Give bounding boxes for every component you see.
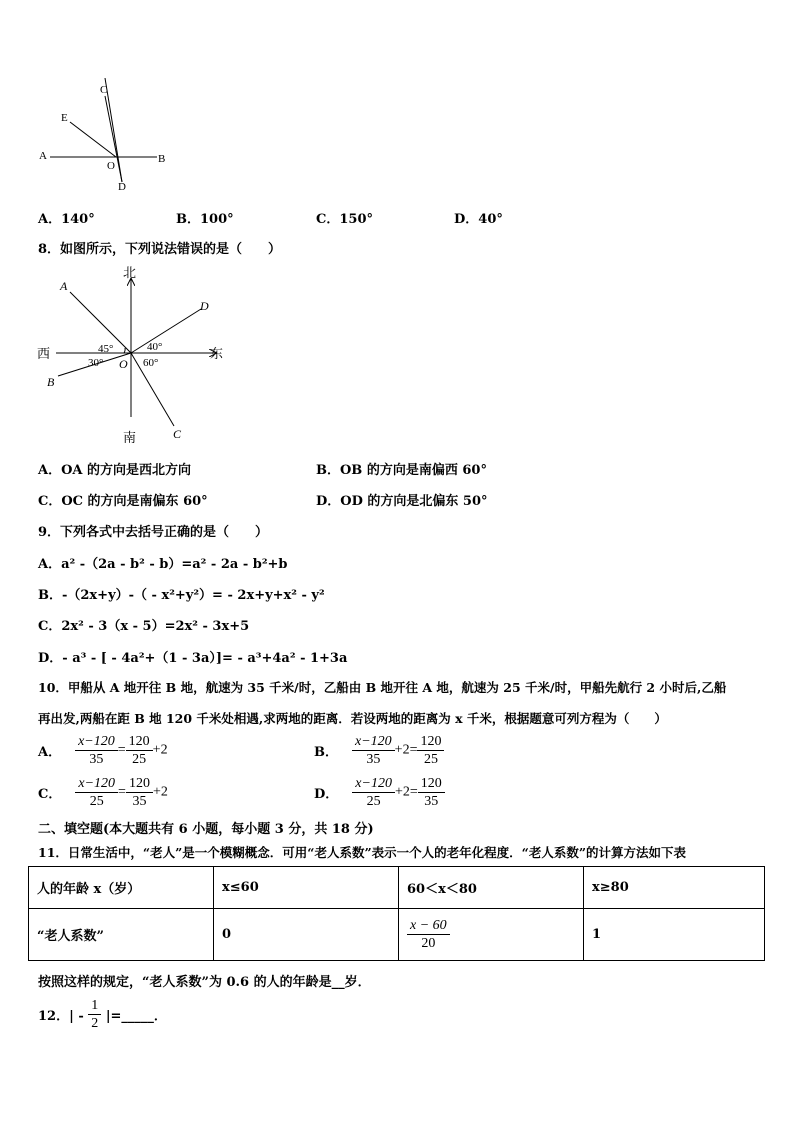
operator: +2 bbox=[152, 784, 168, 800]
numerator: 120 bbox=[418, 775, 445, 793]
q10-stem-line2: 再出发,两船在距 B 地 120 千米处相遇,求两地的距离．若设两地的距离为 x 千米，根据题意可列方程为（ ） bbox=[38, 711, 667, 726]
label-45: 45° bbox=[98, 343, 114, 355]
table-header-cell: x≥80 bbox=[584, 867, 765, 909]
q12-prefix: 12．| - bbox=[38, 1009, 84, 1024]
q12-question bbox=[38, 997, 167, 1032]
denominator: 2 bbox=[91, 1016, 99, 1031]
operator: = bbox=[118, 784, 126, 800]
numerator: 120 bbox=[417, 733, 444, 751]
q11-question: 按照这样的规定，“老人系数”为 0.6 的人的年龄是__岁． bbox=[38, 975, 371, 990]
option-label: B． bbox=[314, 745, 338, 760]
label-west: 西 bbox=[37, 347, 51, 362]
q9-option-c: C．2x² - 3（x - 5）=2x² - 3x+5 bbox=[38, 619, 250, 634]
numerator: x−120 bbox=[75, 775, 118, 793]
option-label: A． bbox=[38, 745, 62, 760]
table-cell: “老人系数” bbox=[29, 909, 214, 961]
q9-option-b: B．-（2x+y）-（ - x²+y²）= - 2x+y+x² - y² bbox=[38, 588, 325, 603]
numerator: x−120 bbox=[75, 733, 118, 751]
denominator: 20 bbox=[421, 936, 436, 951]
numerator: x−120 bbox=[352, 775, 395, 793]
q10-stem-line1: 10．甲船从 A 地开往 B 地，航速为 35 千米/时，乙船由 B 地开往 A 地，航速为 25 千米/时，甲船先航行 2 小时后,乙船 bbox=[38, 680, 727, 695]
q9-stem: 9．下列各式中去括号正确的是（ ） bbox=[38, 525, 269, 540]
section-2-heading: 二、填空题(本大题共有 6 小题，每小题 3 分，共 18 分) bbox=[38, 822, 374, 837]
table-cell: 1 bbox=[584, 909, 765, 961]
label-E: E bbox=[61, 112, 68, 124]
operator: +2= bbox=[394, 784, 418, 800]
denominator: 35 bbox=[424, 794, 439, 809]
table-header-cell: 60＜x＜80 bbox=[399, 867, 584, 909]
q7-option-c: C．150° bbox=[316, 212, 373, 227]
numerator: x−120 bbox=[352, 733, 395, 751]
q7-option-a: A．140° bbox=[38, 212, 95, 227]
q8-compass-figure bbox=[30, 262, 230, 452]
label-C: C bbox=[173, 427, 182, 441]
label-A: A bbox=[39, 150, 47, 162]
q9-option-d: D．- a³ - [ - 4a²+（1 - 3a）]= - a³+4a² - 1+3a bbox=[38, 651, 348, 666]
table-cell: 0 bbox=[214, 909, 399, 961]
denominator: 25 bbox=[423, 752, 438, 767]
q7-angle-figure bbox=[30, 78, 180, 198]
q12-suffix: |=_____． bbox=[105, 1009, 167, 1024]
table-header-cell: 人的年龄 x（岁） bbox=[29, 867, 214, 909]
table-cell-fraction bbox=[399, 909, 584, 961]
label-O: O bbox=[119, 357, 128, 371]
denominator: 35 bbox=[366, 752, 381, 767]
q11-stem: 11．日常生活中，“老人”是一个模糊概念．可用“老人系数”表示一个人的老年化程度．“老人系数”的计算方法如下表 bbox=[38, 845, 687, 860]
numerator: 120 bbox=[126, 733, 153, 751]
numerator: 120 bbox=[126, 775, 153, 793]
label-C: C bbox=[100, 84, 108, 96]
denominator: 25 bbox=[132, 752, 147, 767]
q10-option-b bbox=[314, 733, 444, 768]
label-B: B bbox=[158, 153, 166, 165]
label-south: 南 bbox=[123, 431, 137, 446]
option-label: C． bbox=[38, 787, 62, 802]
denominator: 35 bbox=[89, 752, 104, 767]
label-60: 60° bbox=[143, 357, 159, 369]
operator: +2 bbox=[152, 742, 168, 758]
label-D: D bbox=[200, 299, 209, 313]
label-40: 40° bbox=[147, 341, 163, 353]
q8-option-d: D．OD 的方向是北偏东 50° bbox=[316, 494, 488, 509]
old-age-coefficient-table bbox=[28, 866, 765, 961]
table-header-cell: x≤60 bbox=[214, 867, 399, 909]
label-O: O bbox=[107, 160, 115, 172]
q7-option-d: D．40° bbox=[454, 212, 503, 227]
label-D: D bbox=[118, 181, 126, 193]
q10-option-d bbox=[314, 775, 445, 810]
q7-option-b: B．100° bbox=[176, 212, 234, 227]
label-north: 北 bbox=[123, 266, 137, 281]
numerator: x − 60 bbox=[407, 917, 450, 935]
label-30: 30° bbox=[88, 357, 104, 369]
q8-stem: 8．如图所示，下列说法错误的是（ ） bbox=[38, 242, 282, 257]
label-A: A bbox=[60, 279, 68, 293]
q10-option-a bbox=[38, 733, 168, 768]
q8-option-a: A．OA 的方向是西北方向 bbox=[38, 463, 192, 478]
q9-option-a: A．a² -（2a - b² - b）=a² - 2a - b²+b bbox=[38, 557, 288, 572]
label-B: B bbox=[47, 375, 55, 389]
operator: +2= bbox=[394, 742, 418, 758]
label-east: 东 bbox=[210, 347, 224, 362]
operator: = bbox=[117, 742, 126, 758]
denominator: 25 bbox=[89, 794, 104, 809]
denominator: 25 bbox=[366, 794, 381, 809]
denominator: 35 bbox=[132, 794, 147, 809]
option-label: D． bbox=[314, 787, 339, 802]
q10-option-c bbox=[38, 775, 168, 810]
q8-option-c: C．OC 的方向是南偏东 60° bbox=[38, 494, 208, 509]
numerator: 1 bbox=[88, 997, 101, 1015]
q8-option-b: B．OB 的方向是南偏西 60° bbox=[316, 463, 487, 478]
